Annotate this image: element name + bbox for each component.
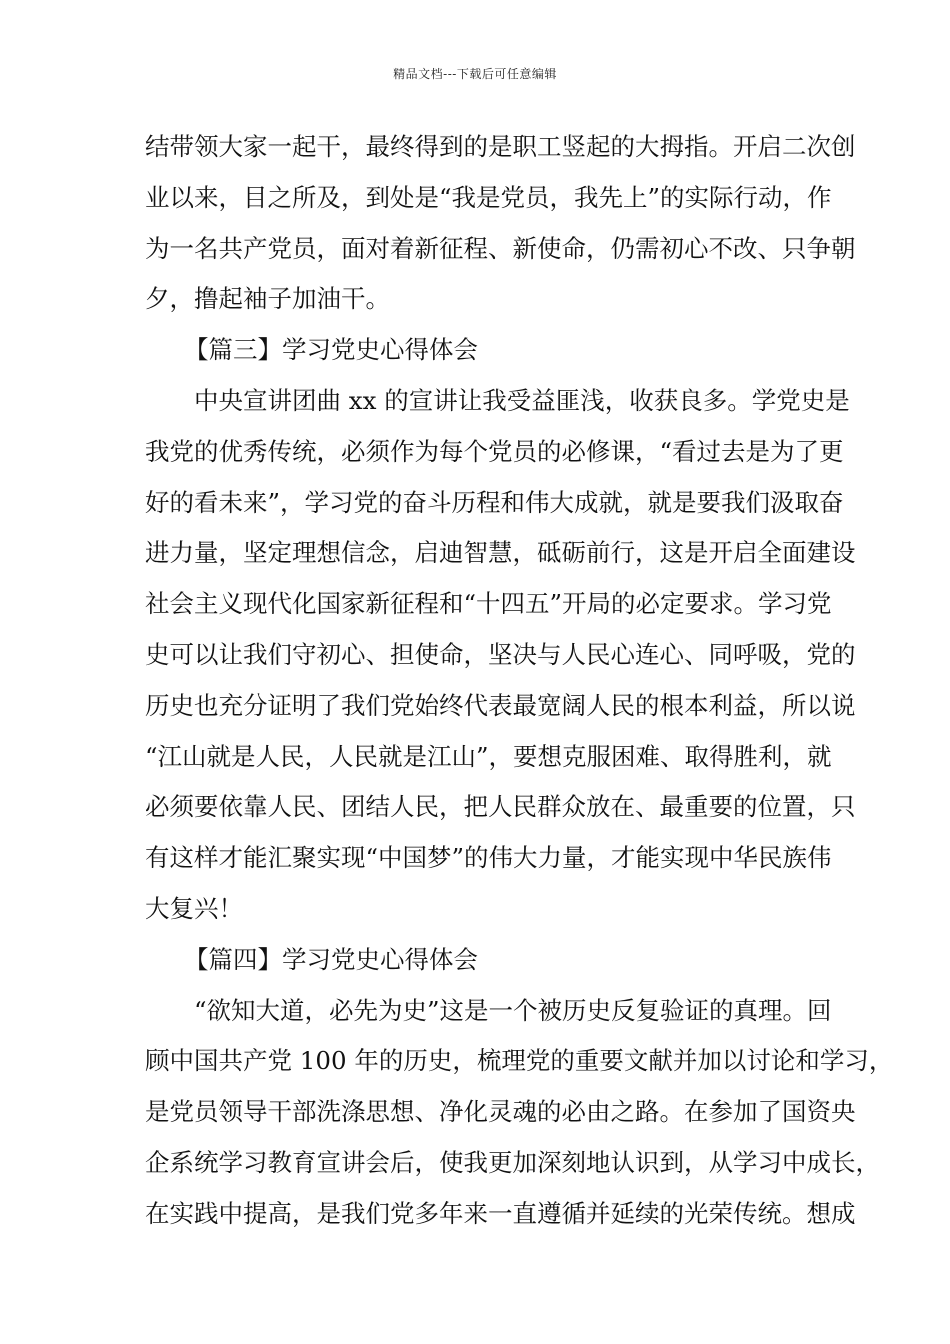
paragraph-line: “江山就是人民，人民就是江山”，要想克服困难、取得胜利，就 [145, 741, 832, 771]
paragraph-line: 大复兴！ [145, 893, 243, 923]
paragraph-line: 史可以让我们守初心、担使命，坚决与人民心连心、同呼吸，党的 [145, 639, 856, 669]
paragraph-line: 为一名共产党员，面对着新征程、新使命，仍需初心不改、只争朝 [145, 233, 856, 263]
paragraph-line: 必须要依靠人民、团结人民，把人民群众放在、最重要的位置，只 [145, 792, 856, 822]
paragraph-line: 结带领大家一起干，最终得到的是职工竖起的大拇指。开启二次创 [145, 132, 856, 161]
document-body [145, 122, 894, 1240]
paragraph-line: 夕，撸起袖子加油干。 [145, 284, 390, 314]
paragraph-line: 中央宣讲团曲 xx 的宣讲让我受益匪浅，收获良多。学党史是 [194, 385, 850, 415]
paragraph-line: 业以来，目之所及，到处是“我是党员，我先上”的实际行动，作 [145, 182, 832, 212]
paragraph-line: “欲知大道，必先为史”这是一个被历史反复验证的真理。回 [194, 995, 832, 1025]
paragraph-line: 是党员领导干部洗涤思想、净化灵魂的必由之路。在参加了国资央 [145, 1097, 856, 1127]
paragraph-line: 社会主义现代化国家新征程和“十四五”开局的必定要求。学习党 [145, 589, 832, 619]
paragraph-line: 顾中国共产党 100 年的历史，梳理党的重要文献并加以讨论和学习， [145, 1046, 894, 1076]
paragraph-line: 我党的优秀传统，必须作为每个党员的必修课，“看过去是为了更 [145, 436, 844, 466]
paragraph-line: 有这样才能汇聚实现“中国梦”的伟大力量，才能实现中华民族伟 [145, 843, 832, 873]
paragraph-line: 企系统学习教育宣讲会后，使我更加深刻地认识到，从学习中成长， [145, 1147, 880, 1177]
section-heading-4: 【篇四】学习党史心得体会 [184, 944, 478, 974]
paragraph-line: 进力量，坚定理想信念，启迪智慧，砥砺前行，这是开启全面建设 [145, 538, 856, 568]
paragraph-line: 历史也充分证明了我们党始终代表最宽阔人民的根本利益，所以说 [145, 690, 856, 720]
page-header: 精品文档---下载后可任意编辑 [393, 67, 557, 81]
section-heading-3: 【篇三】学习党史心得体会 [184, 335, 478, 365]
paragraph-line: 好的看未来”，学习党的奋斗历程和伟大成就，就是要我们汲取奋 [145, 487, 844, 517]
paragraph-line: 在实践中提高，是我们党多年来一直遵循并延续的光荣传统。想成 [145, 1198, 856, 1228]
